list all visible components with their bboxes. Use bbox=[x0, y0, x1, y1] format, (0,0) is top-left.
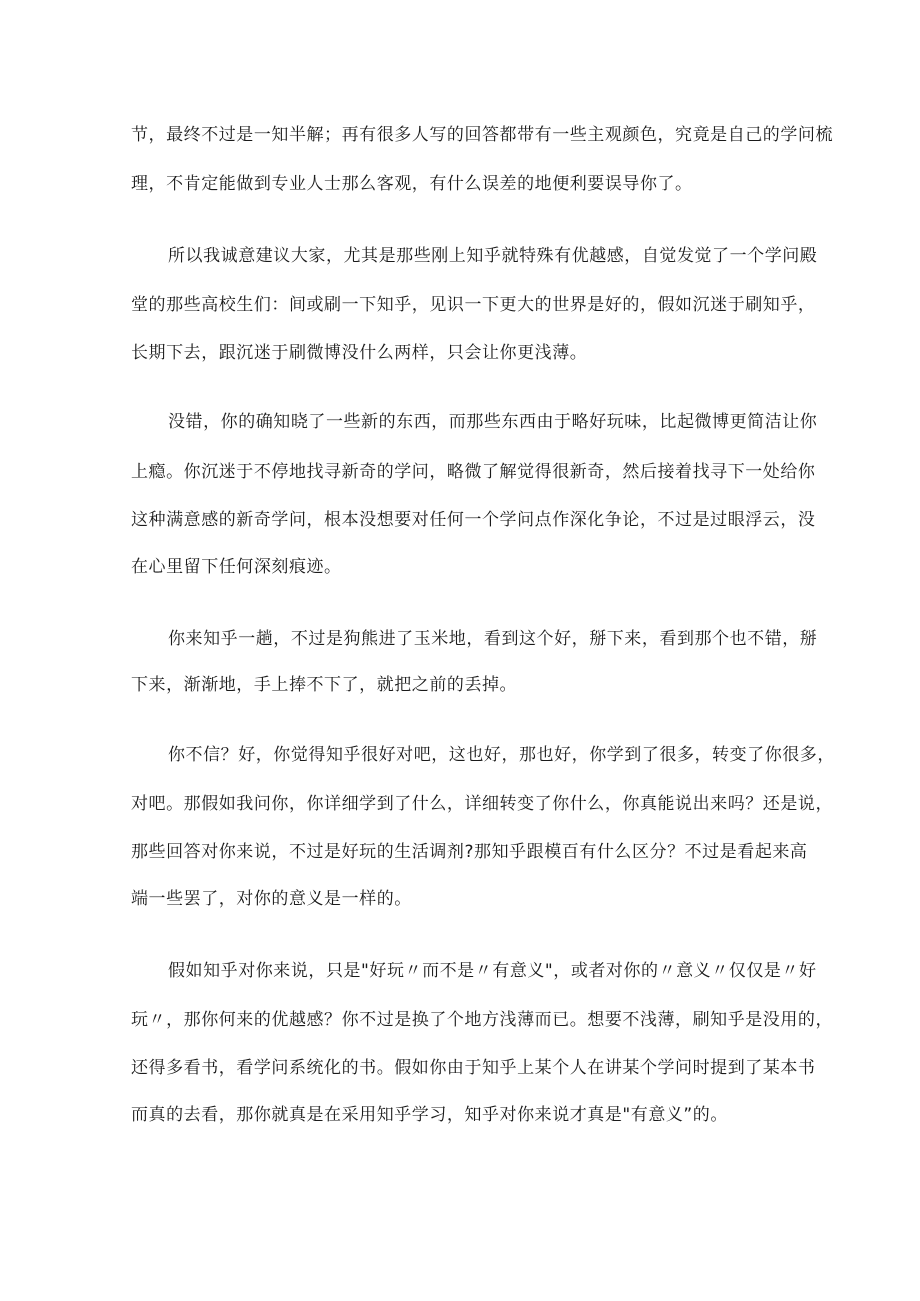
text-line: 上瘾。你沉迷于不停地找寻新奇的学问，略微了解觉得很新奇，然后接着找寻下一处给你 bbox=[131, 462, 816, 482]
text-line: 下来，渐渐地，手上捧不下了，就把之前的丢掉。 bbox=[131, 675, 518, 695]
text-line: 节，最终不过是一知半解；再有很多人写的回答都带有一些主观颜色，究竟是自己的学问梳 bbox=[131, 125, 833, 145]
text-line: 你来知乎一趟，不过是狗熊进了玉米地，看到这个好，掰下来，看到那个也不错，掰 bbox=[168, 629, 818, 649]
text-line: 堂的那些高校生们：间或刷一下知乎，见识一下更大的世界是好的，假如沉迷于刷知乎， bbox=[131, 295, 816, 315]
text-line: 你不信？好，你觉得知乎很好对吧，这也好，那也好，你学到了很多，转变了你很多， bbox=[168, 745, 835, 765]
text-line: 端一些罢了，对你的意义是一样的。 bbox=[131, 889, 412, 909]
text-line: 这种满意感的新奇学问，根本没想要对任何一个学问点作深化争论，不过是过眼浮云，没 bbox=[131, 510, 816, 530]
text-line: 对吧。那假如我问你，你详细学到了什么，详细转变了你什么，你真能说出来吗？还是说， bbox=[131, 794, 833, 814]
text-line: 假如知乎对你来说，只是"好玩〃而不是〃有意义"，或者对你的〃意义〃仅仅是〃好 bbox=[168, 961, 817, 981]
text-line: 玩〃，那你何来的优越感？你不过是换了个地方浅薄而已。想要不浅薄，刷知乎是没用的， bbox=[131, 1010, 833, 1030]
text-line: 没错，你的确知晓了一些新的东西，而那些东西由于略好玩味，比起微博更简洁让你 bbox=[168, 412, 818, 432]
text-line: 所以我诚意建议大家，尤其是那些刚上知乎就特殊有优越感，自觉发觉了一个学问殿 bbox=[168, 246, 818, 266]
text-line: 理，不肯定能做到专业人士那么客观，有什么误差的地便利要误导你了。 bbox=[131, 174, 693, 194]
text-line: 在心里留下任何深刻痕迹。 bbox=[131, 557, 342, 577]
text-line: 而真的去看，那你就真是在采用知乎学习，知乎对你来说才真是"有意义”的。 bbox=[131, 1105, 728, 1125]
text-line: 那些回答对你来说，不过是好玩的生活调剂?那知乎跟模百有什么区分？不过是看起来高 bbox=[131, 842, 808, 862]
text-line: 还得多看书，看学问系统化的书。假如你由于知乎上某个人在讲某个学问时提到了某本书 bbox=[131, 1058, 816, 1078]
text-line: 长期下去，跟沉迷于刷微博没什么两样，只会让你更浅薄。 bbox=[131, 343, 588, 363]
